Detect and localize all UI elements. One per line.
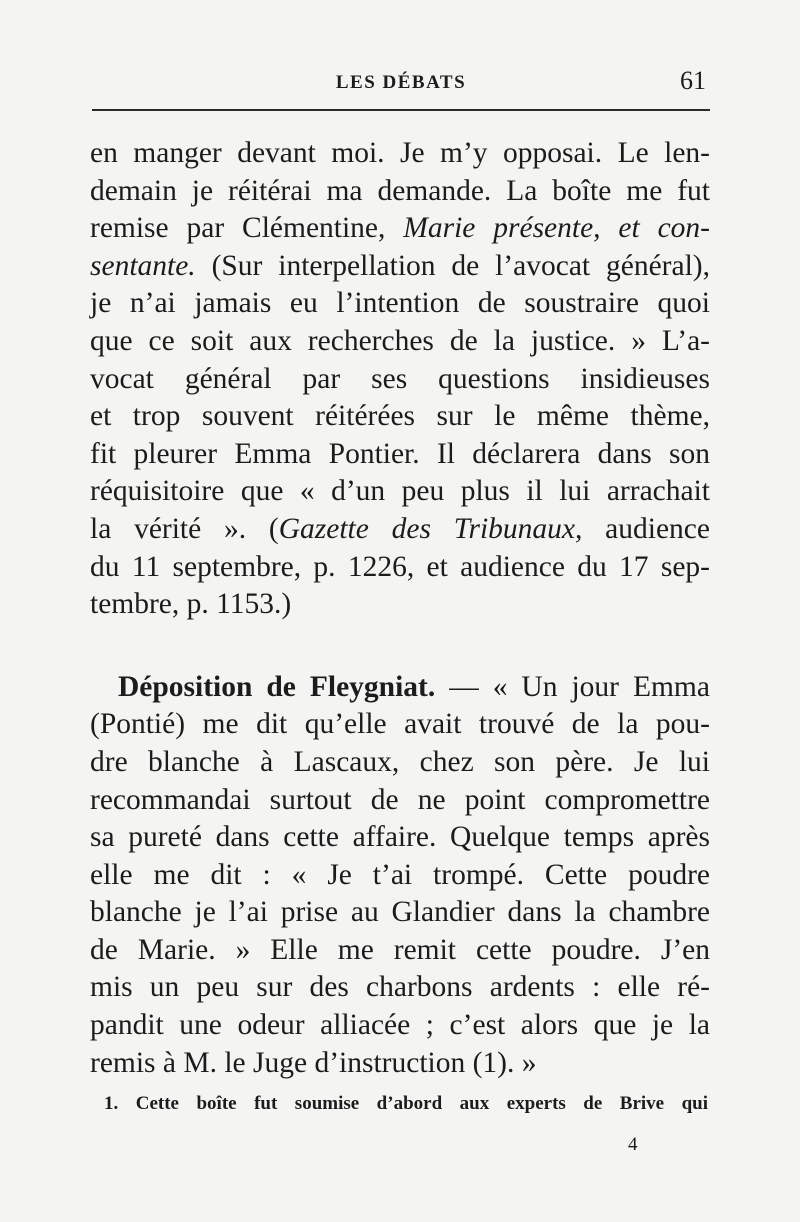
text-line: du 11 septembre, p. 1226, et audience du 17 sep- <box>90 550 710 583</box>
text-line: en manger devant moi. Je m’y opposai. Le len- <box>90 137 710 169</box>
text-line: dre blanche à Lascaux, chez son père. Je lui <box>90 745 710 778</box>
text-line <box>90 210 710 248</box>
header-rule <box>92 109 710 111</box>
page-header <box>92 66 710 100</box>
text-run: — « Un jour Emma <box>449 670 710 703</box>
footnote: 1. Cette boîte fut soumise d’abord aux experts de Brive qui <box>104 1093 708 1114</box>
text-line: que ce soit aux recherches de la justice. » L’a- <box>90 324 710 357</box>
text-line <box>90 248 710 286</box>
section-heading: Déposition de Fleygniat. <box>118 670 436 703</box>
text-run: audience <box>605 512 710 545</box>
text-line <box>90 669 710 707</box>
text-line: demain je réitérai ma demande. La boîte me fut <box>90 174 710 207</box>
text-line: réquisitoire que « d’un peu plus il lui arrachait <box>90 475 710 508</box>
signature-mark: 4 <box>628 1134 638 1155</box>
text-line: fit pleurer Emma Pontier. Il déclarera dans son <box>90 437 710 470</box>
text-run: remise par Clémentine, <box>90 212 386 245</box>
text-line: et trop souvent réitérées sur le même thème, <box>90 400 710 433</box>
body-text <box>90 135 710 1082</box>
text-line <box>90 511 710 549</box>
running-title: LES DÉBATS <box>335 72 467 93</box>
text-line: pandit une odeur alliacée ; c’est alors que je la <box>90 1009 710 1042</box>
text-line: elle me dit : « Je t’ai trompé. Cette poudre <box>90 858 710 891</box>
text-line: vocat général par ses questions insidieuses <box>90 362 710 395</box>
text-line: blanche je l’ai prise au Glandier dans la chambre <box>90 896 710 929</box>
italic-text: Gazette des Tribunaux, <box>278 512 583 545</box>
text-line: (Pontié) me dit qu’elle avait trouvé de la pou- <box>90 708 710 741</box>
text-line: remis à M. le Juge d’instruction (1). » <box>90 1046 537 1079</box>
text-line: sa pureté dans cette affaire. Quelque temps après <box>90 821 710 854</box>
italic-text: sentante. <box>90 249 196 282</box>
text-line: tembre, p. 1153.) <box>90 588 292 621</box>
page-number: 61 <box>680 66 706 95</box>
text-run: (Sur interpellation de l’avocat général), <box>211 249 710 282</box>
text-line: je n’ai jamais eu l’intention de soustraire quoi <box>90 287 710 320</box>
italic-text: Marie présente, et con- <box>403 212 710 245</box>
text-line: de Marie. » Elle me remit cette poudre. J’en <box>90 933 710 966</box>
text-line: recommandai surtout de ne point compromettre <box>90 783 710 816</box>
text-run: la vérité ». ( <box>90 512 279 545</box>
paragraph-gap <box>90 624 710 669</box>
text-line: mis un peu sur des charbons ardents : elle ré- <box>90 971 710 1004</box>
